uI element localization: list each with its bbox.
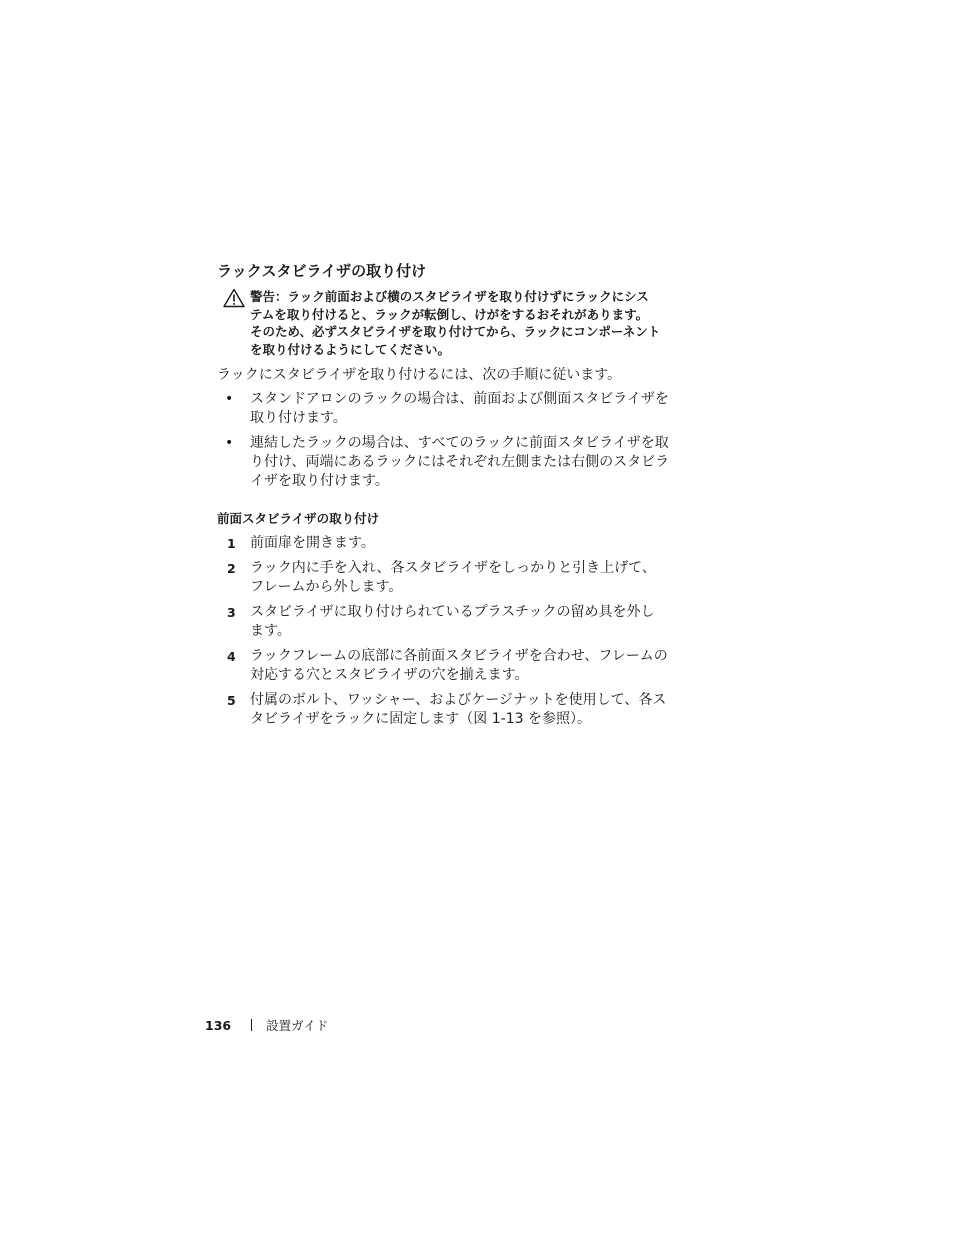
- page-footer: [205, 1017, 328, 1035]
- step-list: [217, 534, 717, 729]
- warning-notice: [217, 288, 717, 358]
- intro-paragraph: ラックにスタビライザを取り付けるには、次の手順に従います。: [217, 367, 622, 383]
- warning-line-1: 警告：ラック前面および横のスタビライザを取り付けずにラックにシス: [250, 289, 649, 304]
- bullet-list: [217, 390, 717, 491]
- list-item: 4 ラックフレームの底部に各前面スタビライザを合わせ、フレームの 対応する穴とスタビライザの穴を揃えます。: [227, 648, 668, 683]
- list-item: 5 付属のボルト、ワッシャー、およびケージナットを使用して、各ス タビライザをラックに固定します（図 1-13 を参照）。: [227, 692, 667, 727]
- subsection-title: 前面スタビライザの取り付け: [217, 511, 380, 526]
- list-item: • スタンドアロンのラックの場合は、前面および側面スタビライザを 取り付けます。: [225, 391, 669, 426]
- page-number: 136: [205, 1018, 232, 1033]
- list-item: 2 ラック内に手を入れ、各スタビライザをしっかりと引き上げて、 フレームから外します。: [227, 560, 656, 595]
- warning-line-4: を取り付けるようにしてください。: [250, 341, 451, 357]
- document-title: 設置ガイド: [266, 1018, 329, 1033]
- bullet-mark: •: [225, 435, 234, 451]
- step-number: 3: [227, 605, 236, 620]
- warning-line-2: テムを取り付けると、ラックが転倒し、けがをするおそれがあります。: [250, 306, 649, 322]
- page-content: [217, 260, 717, 735]
- warning-label: 警告：: [250, 289, 288, 304]
- step-number: 5: [227, 693, 236, 708]
- warning-line-3: そのため、必ずスタビライザを取り付けてから、ラックにコンポーネント: [250, 324, 661, 339]
- footer-divider: [251, 1019, 252, 1031]
- list-item: • 連結したラックの場合は、すべてのラックに前面スタビライザを取 り付け、両端にあるラックにはそれぞれ左側または右側のスタビラ イザを取り付けます。: [225, 435, 670, 489]
- step-number: 4: [227, 649, 236, 664]
- list-item: 3 スタビライザに取り付けられているプラスチックの留め具を外し ます。: [227, 604, 655, 639]
- warning-triangle-icon: [223, 288, 245, 308]
- section-title: ラックスタビライザの取り付け: [217, 262, 427, 280]
- bullet-mark: •: [225, 391, 234, 407]
- step-number: 2: [227, 561, 236, 576]
- list-item: 1 前面扉を開きます。: [227, 535, 375, 551]
- step-number: 1: [227, 536, 236, 551]
